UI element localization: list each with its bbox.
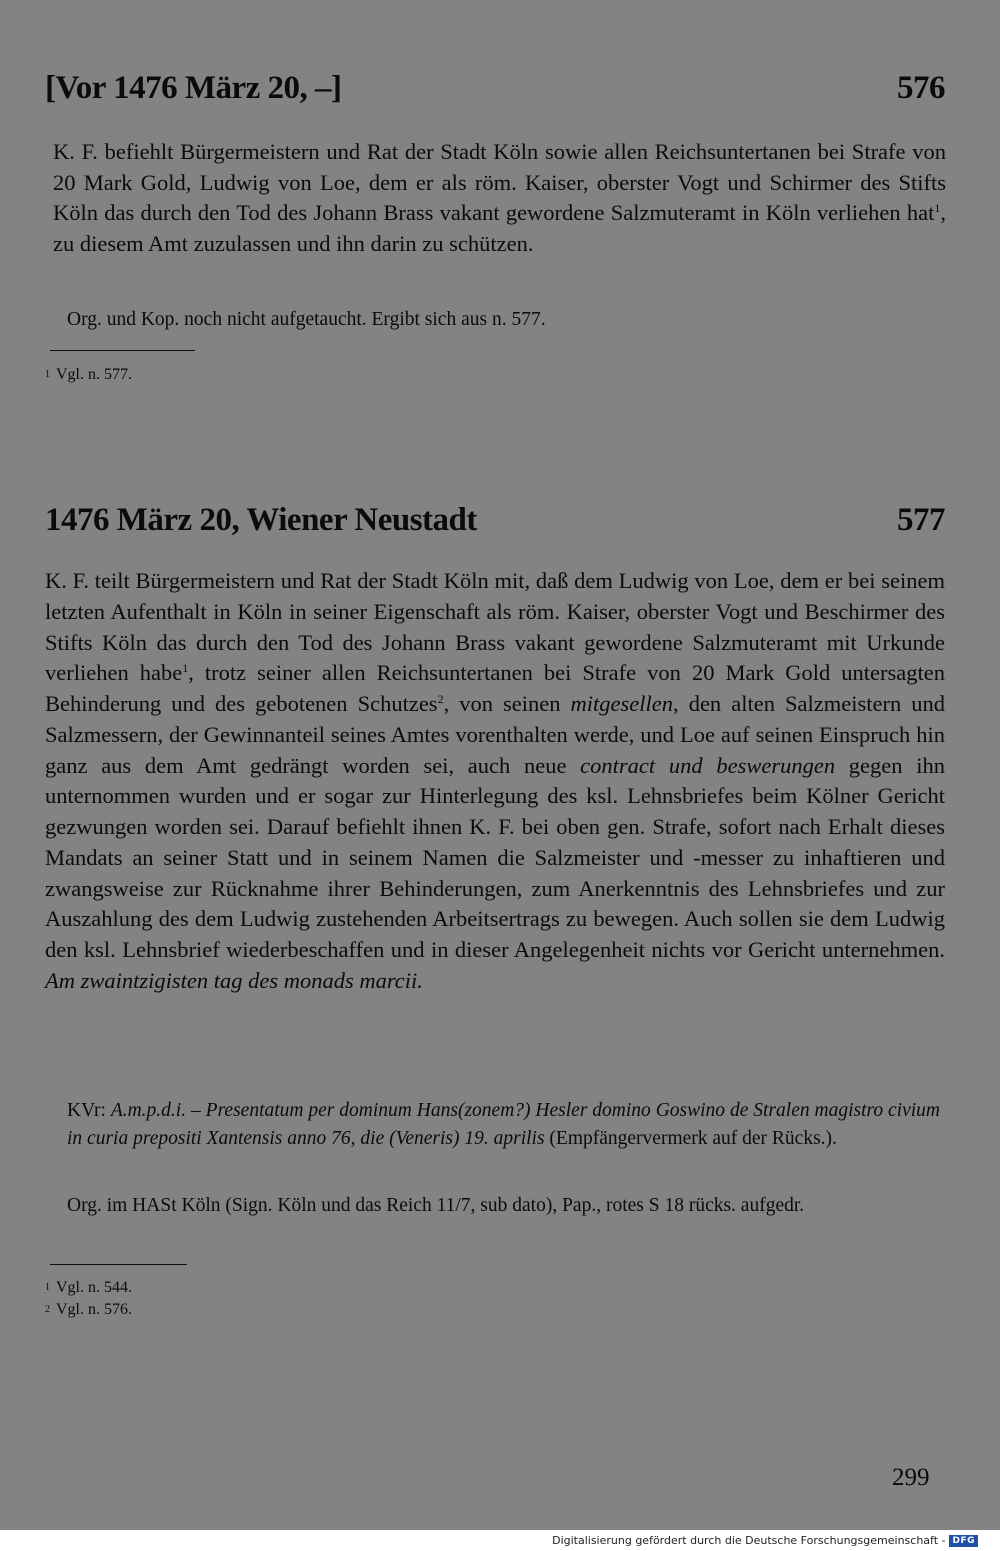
footnote-ref: 1	[934, 201, 941, 216]
footnote-mark: 2	[45, 1304, 50, 1315]
footnote-text: Vgl. n. 576.	[56, 1301, 132, 1318]
entry-576-text-end: , zu diesem Amt zuzulassen und ihn darin zu schützen.	[53, 200, 946, 256]
entry-576-text-main: K. F. befiehlt Bürgermeistern und Rat der Stadt Köln sowie allen Reichsuntertanen bei Strafe von 20 Mark Gold, Ludwig von Loe, dem er als röm. Kaiser, oberster Vogt und Schirmer des Stifts Köln das durch den Tod des Johann Brass vakant gewordene Salzmuteramt in Köln verliehen hat	[53, 139, 946, 226]
footnote-divider	[50, 350, 195, 351]
entry-577-italic-1: mitgesellen	[570, 691, 674, 716]
digitization-credit	[552, 1534, 978, 1547]
entry-577-number: 577	[897, 502, 945, 538]
credit-text: Digitalisierung gefördert durch die Deutsche Forschungsgemeinschaft -	[552, 1534, 946, 1547]
footnote-mark: 1	[45, 1282, 50, 1293]
entry-576-header	[45, 70, 945, 107]
footnote-divider	[50, 1264, 187, 1265]
entry-577-text-4: , den alten Salzmeistern und Salzmessern, der Gewinnanteil seines Amtes vorenthalten werde, und Loe auf seinen Einspruch hin ganz aus dem Amt gedrängt worden sei, auch neue	[45, 691, 945, 778]
entry-576-footnote-1	[45, 364, 132, 385]
entry-577-kvr-note	[45, 1097, 940, 1153]
entry-577-text-5: gegen ihn unternommen wurden und er sogar zur Hinterlegung des ksl. Lehnsbriefes beim Kölner Gericht gezwungen worden sei. Darauf befiehlt ihnen K. F. bei oben gen. Strafe, sofort nach Erhalt dieses Mandats an seiner Statt und in seinem Namen die Salzmeister und -messer zu inhaftieren und zwangsweise zur Rücknahme ihrer Behinderungen, zum Anerkenntnis des Lehnsbriefes und zur Auszahlung des dem Ludwig zustehenden Arbeitsertrags zu bewegen. Auch sollen sie dem Ludwig den ksl. Lehnsbrief wiederbeschaffen und in dieser Angelegenheit nichts vor Gericht unternehmen.	[45, 752, 945, 962]
page-number: 299	[892, 1464, 930, 1491]
entry-577-kvr	[45, 1097, 940, 1153]
entry-577-text-2: , trotz seiner allen Reichsuntertanen bei Strafe von 20 Mark Gold untersagten Behinderung und des gebotenen Schutzes	[45, 660, 945, 716]
entry-576-text	[53, 137, 946, 259]
entry-577-text-3: , von seinen	[443, 691, 571, 716]
footnote-text: Vgl. n. 577.	[56, 366, 132, 383]
entry-577-italic-3: Am zwaintzigisten tag des monads marcii.	[45, 967, 423, 993]
entry-576-note	[45, 306, 940, 334]
kvr-italic: A.m.p.d.i. – Presentatum per dominum Hans(zonem?) Hesler domino Goswino de Stralen magistro civium in curia prepositi Xantensis anno 76, die (Veneris) 19. aprilis	[67, 1100, 940, 1149]
footnote-ref: 1	[182, 661, 189, 676]
entry-576-number: 576	[897, 70, 945, 106]
entry-577-org	[45, 1192, 940, 1220]
entry-577-footnote-1	[45, 1277, 132, 1298]
entry-576-note-text: Org. und Kop. noch nicht aufgetaucht. Ergibt sich aus n. 577.	[67, 309, 546, 330]
entry-577-header	[45, 502, 945, 539]
entry-577-heading: 1476 März 20, Wiener Neustadt	[45, 502, 477, 538]
footnote-ref: 2	[437, 692, 444, 706]
dfg-logo: DFG	[949, 1535, 978, 1547]
entry-577-italic-2: contract und beswerungen	[580, 752, 836, 778]
kvr-end: (Empfängervermerk auf der Rücks.).	[544, 1128, 837, 1149]
entry-577-text-1: K. F. teilt Bürgermeistern und Rat der Stadt Köln mit, daß dem Ludwig von Loe, dem er bei seinem letzten Aufenthalt in Köln in seiner Eigenschaft als röm. Kaiser, oberster Vogt und Beschirmer des Stifts Köln das durch den Tod des Johann Brass vakant gewordene Salzmuteramt mit Urkunde verliehen habe	[45, 568, 945, 686]
footnote-mark: 1	[45, 369, 50, 380]
entry-577-org-note	[45, 1192, 940, 1220]
footnote-text: Vgl. n. 544.	[56, 1279, 132, 1296]
entry-576-heading: [Vor 1476 März 20, –]	[45, 70, 342, 106]
kvr-label: KVr:	[67, 1100, 111, 1121]
org-text: Org. im HASt Köln (Sign. Köln und das Reich 11/7, sub dato), Pap., rotes S 18 rücks. aufgedr.	[67, 1195, 805, 1216]
entry-577-footnote-2	[45, 1299, 132, 1320]
entry-577-text	[45, 566, 945, 997]
